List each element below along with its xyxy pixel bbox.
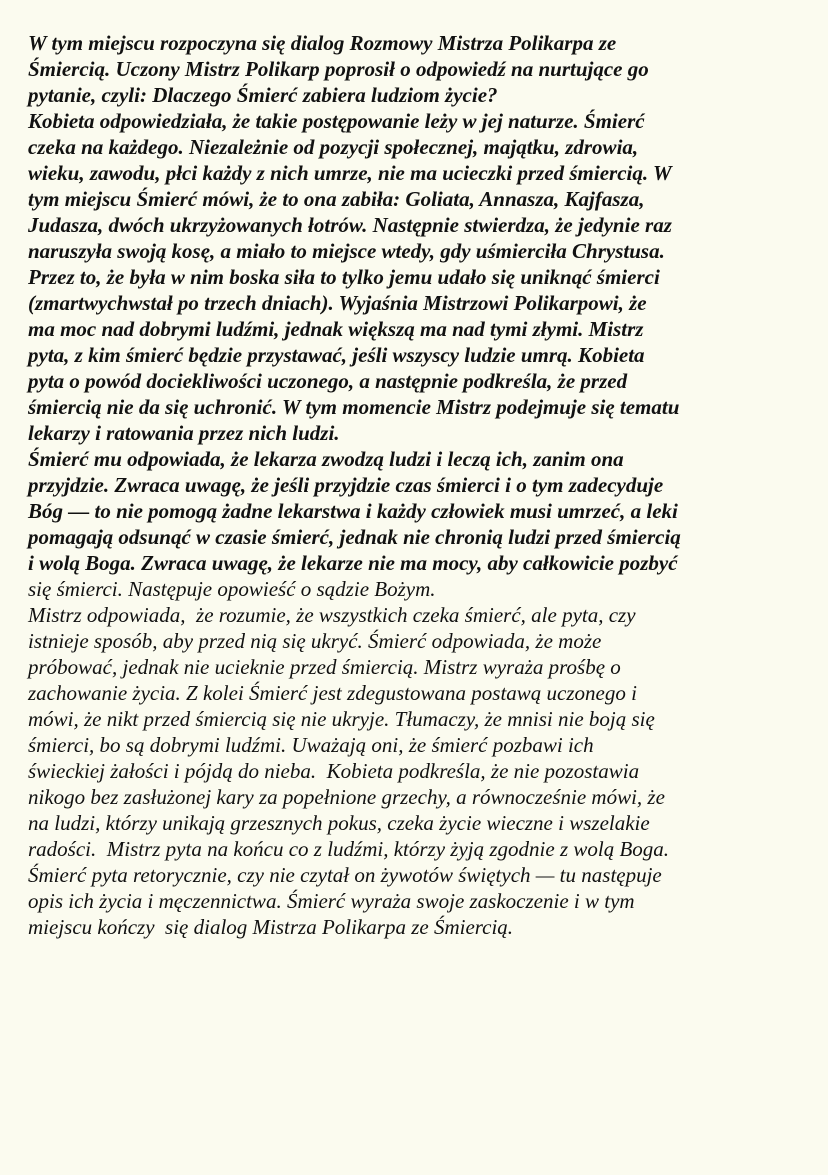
text-line: nikogo bez zasłużonej kary za popełnione grzechy, a równocześnie mówi, że bbox=[28, 785, 665, 809]
document-body bbox=[28, 30, 818, 940]
text-line: Śmierć pyta retorycznie, czy nie czytał on żywotów świętych — tu następuje bbox=[28, 863, 662, 887]
text-line: czeka na każdego. Niezależnie od pozycji społecznej, majątku, zdrowia, bbox=[28, 135, 639, 159]
text-line: Śmiercią. Uczony Mistrz Polikarp poprosił o odpowiedź na nurtujące go bbox=[28, 57, 649, 81]
text-line: się śmierci. Następuje opowieść o sądzie Bożym. bbox=[28, 577, 436, 601]
text-line: opis ich życia i męczennictwa. Śmierć wyraża swoje zaskoczenie i w tym bbox=[28, 889, 635, 913]
text-line: śmiercią nie da się uchronić. W tym momencie Mistrz podejmuje się tematu bbox=[28, 395, 680, 419]
text-line: i wolą Boga. Zwraca uwagę, że lekarze nie ma mocy, aby całkowicie pozbyć bbox=[28, 551, 678, 575]
text-line: radości. Mistrz pyta na końcu co z ludźmi, którzy żyją zgodnie z wolą Boga. bbox=[28, 837, 670, 861]
text-line: (zmartwychwstał po trzech dniach). Wyjaśnia Mistrzowi Polikarpowi, że bbox=[28, 291, 647, 315]
text-line: przyjdzie. Zwraca uwagę, że jeśli przyjdzie czas śmierci i o tym zadecyduje bbox=[28, 473, 664, 497]
text-line: Bóg — to nie pomogą żadne lekarstwa i każdy człowiek musi umrzeć, a leki bbox=[28, 499, 678, 523]
text-line: tym miejscu Śmierć mówi, że to ona zabiła: Goliata, Annasza, Kajfasza, bbox=[28, 187, 645, 211]
text-line: mówi, że nikt przed śmiercią się nie ukryje. Tłumaczy, że mnisi nie boją się bbox=[28, 707, 655, 731]
text-line: próbować, jednak nie ucieknie przed śmiercią. Mistrz wyraża prośbę o bbox=[28, 655, 621, 679]
text-line: naruszyła swoją kosę, a miało to miejsce wtedy, gdy uśmierciła Chrystusa. bbox=[28, 239, 665, 263]
text-line: miejscu kończy się dialog Mistrza Polikarpa ze Śmiercią. bbox=[28, 915, 514, 939]
text-line: śmierci, bo są dobrymi ludźmi. Uważają oni, że śmierć pozbawi ich bbox=[28, 733, 594, 757]
text-line: zachowanie życia. Z kolei Śmierć jest zdegustowana postawą uczonego i bbox=[28, 681, 637, 705]
text-line: Śmierć mu odpowiada, że lekarza zwodzą ludzi i leczą ich, zanim ona bbox=[28, 447, 624, 471]
text-line: wieku, zawodu, płci każdy z nich umrze, nie ma ucieczki przed śmiercią. W bbox=[28, 161, 672, 185]
text-line: pyta o powód dociekliwości uczonego, a następnie podkreśla, że przed bbox=[28, 369, 628, 393]
text-line: świeckiej żałości i pójdą do nieba. Kobieta podkreśla, że nie pozostawia bbox=[28, 759, 640, 783]
text-line: Mistrz odpowiada, że rozumie, że wszystkich czeka śmierć, ale pyta, czy bbox=[28, 603, 636, 627]
text-line: W tym miejscu rozpoczyna się dialog Rozmowy Mistrza Polikarpa ze bbox=[28, 31, 617, 55]
text-line: Przez to, że była w nim boska siła to tylko jemu udało się uniknąć śmierci bbox=[28, 265, 660, 289]
text-line: lekarzy i ratowania przez nich ludzi. bbox=[28, 421, 340, 445]
text-line: pomagają odsunąć w czasie śmierć, jednak nie chronią ludzi przed śmiercią bbox=[28, 525, 681, 549]
text-line: ma moc nad dobrymi ludźmi, jednak większą ma nad tymi złymi. Mistrz bbox=[28, 317, 644, 341]
text-line: Judasza, dwóch ukrzyżowanych łotrów. Następnie stwierdza, że jedynie raz bbox=[28, 213, 672, 237]
text-line: Kobieta odpowiedziała, że takie postępowanie leży w jej naturze. Śmierć bbox=[28, 109, 645, 133]
text-line: pytanie, czyli: Dlaczego Śmierć zabiera ludziom życie? bbox=[28, 83, 498, 107]
text-line: istnieje sposób, aby przed nią się ukryć. Śmierć odpowiada, że może bbox=[28, 629, 602, 653]
text-line: pyta, z kim śmierć będzie przystawać, jeśli wszyscy ludzie umrą. Kobieta bbox=[28, 343, 645, 367]
text-line: na ludzi, którzy unikają grzesznych pokus, czeka życie wieczne i wszelakie bbox=[28, 811, 650, 835]
